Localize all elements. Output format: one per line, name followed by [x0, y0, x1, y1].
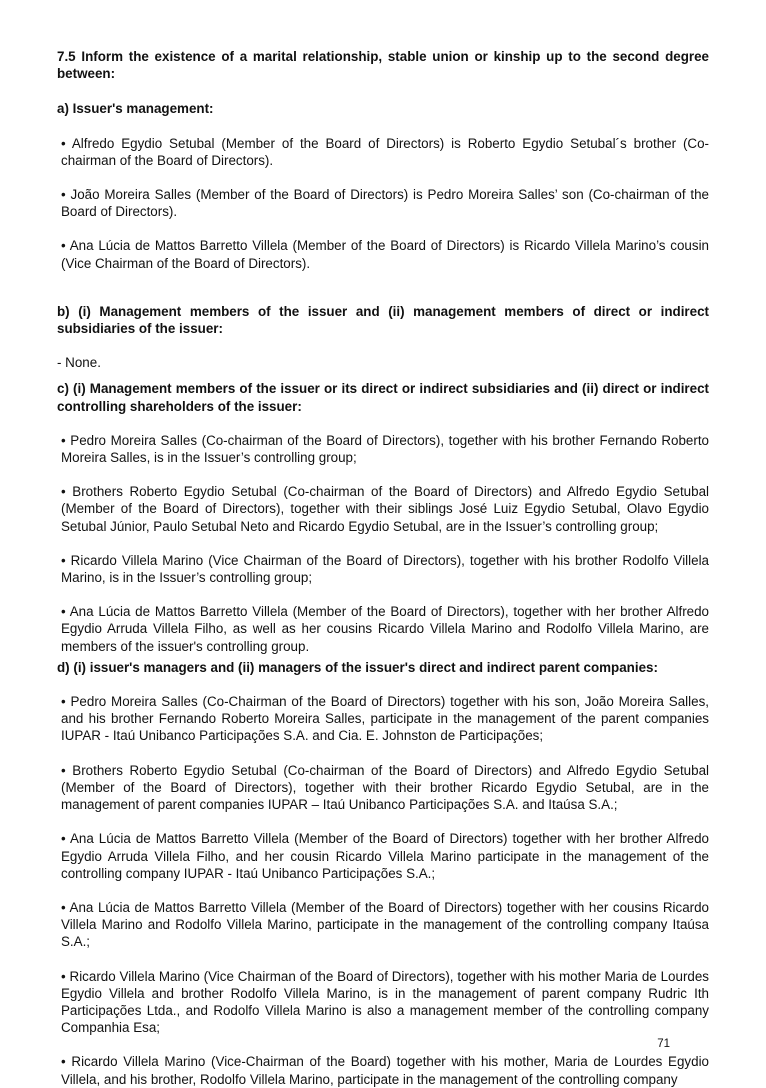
- list-item: • Ricardo Villela Marino (Vice Chairman of the Board of Directors), together with his brother Rodolfo Villela Marino, is in the Issuer’s controlling group;: [61, 552, 709, 586]
- section-title: 7.5 Inform the existence of a marital relationship, stable union or kinship up to the second degree between:: [57, 49, 709, 82]
- section-b-text: - None.: [57, 355, 101, 371]
- section-c-heading: c) (i) Management members of the issuer or its direct or indirect subsidiaries and (ii) direct or indirect controlling shareholders of the issuer:: [57, 381, 709, 414]
- list-item: • Brothers Roberto Egydio Setubal (Co-chairman of the Board of Directors) and Alfredo Egydio Setubal (Member of the Board of Directors), together with their siblings José Luiz Egydio Setubal, Olavo Egydio Setubal Júnior, Paulo Setubal Neto and Ricardo Egydio Setubal, are in the Issuer’s controlling group;: [61, 484, 709, 534]
- page-number: 71: [657, 1038, 670, 1050]
- list-item: • Ana Lúcia de Mattos Barretto Villela (Member of the Board of Directors) together with her cousins Ricardo Villela Marino and Rodolfo Villela Marino, participate in the management of the controlling company Itaúsa S.A.;: [61, 899, 709, 950]
- document-page: [57, 48, 709, 1088]
- list-item: • Pedro Moreira Salles (Co-chairman of the Board of Directors), together with his brother Fernando Roberto Moreira Salles, is in the Issuer’s controlling group;: [61, 432, 709, 466]
- list-item: • Brothers Roberto Egydio Setubal (Co-chairman of the Board of Directors) and Alfredo Egydio Setubal (Member of the Board of Directors), together with their brother Ricardo Egydio Setubal, are in the management of parent companies IUPAR – Itaú Unibanco Participações S.A. and Itaúsa S.A.;: [61, 762, 709, 813]
- section-b-heading: b) (i) Management members of the issuer and (ii) management members of direct or indirect subsidiaries of the issuer:: [57, 303, 709, 337]
- list-item: • Ricardo Villela Marino (Vice Chairman of the Board of Directors), together with his mother Maria de Lourdes Egydio Villela and brother Rodolfo Villela Marino, is in the management of parent company Rudric Ith Participações Ltda., and Rodolfo Villela Marino is also a management member of the controlling company Companhia Esa;: [61, 968, 709, 1036]
- section-d-heading: d) (i) issuer's managers and (ii) managers of the issuer's direct and indirect parent companies:: [57, 659, 658, 675]
- list-item: • Alfredo Egydio Setubal (Member of the Board of Directors) is Roberto Egydio Setubal´s brother (Co-chairman of the Board of Directors).: [61, 135, 709, 168]
- list-item: • Ana Lúcia de Mattos Barretto Villela (Member of the Board of Directors) together with her brother Alfredo Egydio Arruda Villela Filho, and her cousin Ricardo Villela Marino participate in the management of the controlling company IUPAR - Itaú Unibanco Participações S.A.;: [61, 831, 709, 881]
- list-item: • Ricardo Villela Marino (Vice-Chairman of the Board) together with his mother, Maria de Lourdes Egydio Villela, and his brother, Rodolfo Villela Marino, participate in the management of the controlling company: [61, 1054, 709, 1087]
- list-item: • Ana Lúcia de Mattos Barretto Villela (Member of the Board of Directors), together with her brother Alfredo Egydio Arruda Villela Filho, as well as her cousins Ricardo Villela Marino and Rodolfo Villela Marino, are members of the issuer's controlling group.: [61, 604, 709, 654]
- section-a-heading: a) Issuer's management:: [57, 101, 214, 117]
- list-item: • Ana Lúcia de Mattos Barretto Villela (Member of the Board of Directors) is Ricardo Villela Marino’s cousin (Vice Chairman of the Board of Directors).: [61, 238, 709, 271]
- list-item: • Pedro Moreira Salles (Co-Chairman of the Board of Directors) together with his son, João Moreira Salles, and his brother Fernando Roberto Moreira Salles, participate in the management of the parent companies IUPAR - Itaú Unibanco Participações S.A. and Cia. E. Johnston de Participações;: [61, 694, 709, 744]
- list-item: • João Moreira Salles (Member of the Board of Directors) is Pedro Moreira Salles’ son (Co-chairman of the Board of Directors).: [61, 187, 709, 220]
